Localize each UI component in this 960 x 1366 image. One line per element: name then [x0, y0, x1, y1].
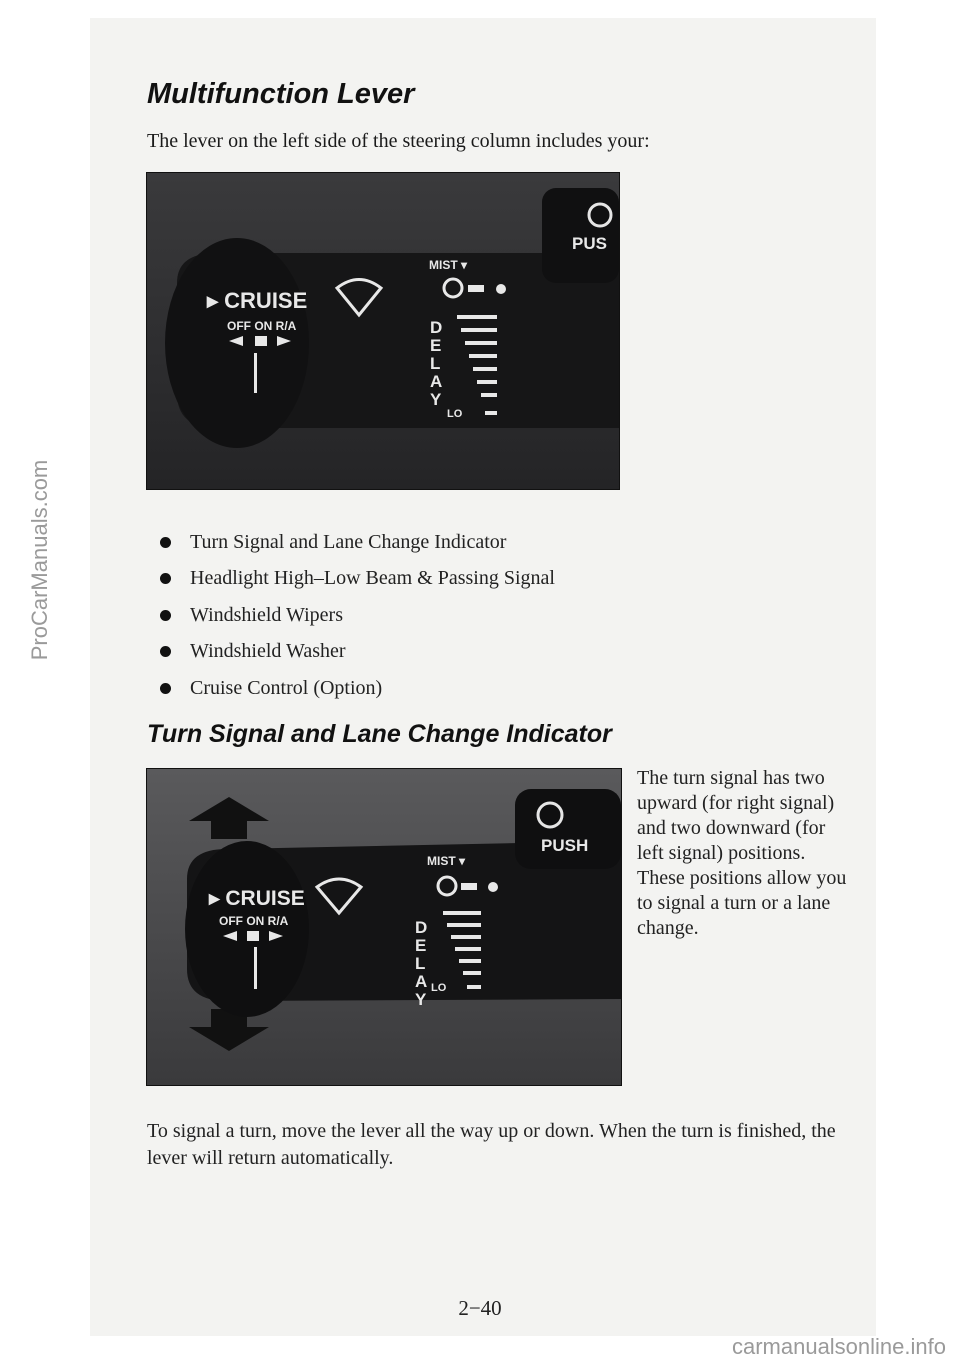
- delay-letter: D: [430, 318, 443, 337]
- cruise-label-1: ▸ CRUISE: [207, 288, 308, 313]
- list-item: [160, 597, 555, 634]
- turn-signal-description: The turn signal has two upward (for right signal) and two downward (for left signal) positions. These positions allow you to signal a turn or a lane change.: [637, 767, 847, 939]
- turn-signal-instructions: To signal a turn, move the lever all the way up or down. When the turn is finished, the lever will return automatically.: [147, 1120, 836, 1169]
- lo-label-1: LO: [447, 408, 463, 420]
- bullet-icon: [160, 537, 171, 548]
- delay-letter: E: [430, 336, 442, 355]
- side-watermark: [0, 459, 60, 661]
- section-title: Multifunction Lever: [147, 78, 415, 110]
- side-watermark-text: ProCarManuals.com: [27, 459, 52, 661]
- delay-letter: L: [415, 954, 426, 973]
- subsection-title: Turn Signal and Lane Change Indicator: [147, 720, 612, 748]
- page-number: 2−40: [458, 1296, 502, 1320]
- bullet-icon: [160, 683, 171, 694]
- cruise-modes-1: OFF ON R/A: [227, 319, 297, 333]
- bullet-icon: [160, 573, 171, 584]
- list-item-text: Cruise Control (Option): [190, 676, 383, 699]
- lo-label-2: LO: [431, 982, 447, 994]
- list-item-text: Turn Signal and Lane Change Indicator: [190, 530, 507, 553]
- list-item-text: Windshield Wipers: [190, 603, 343, 626]
- list-item: [160, 670, 555, 707]
- bullet-icon: [160, 610, 171, 621]
- delay-letter: A: [430, 372, 443, 391]
- push-label-1: PUS: [572, 234, 607, 253]
- mist-label-1: MIST ▾: [429, 258, 468, 272]
- cruise-label-2: ▸ CRUISE: [209, 887, 305, 910]
- delay-letter: L: [430, 354, 441, 373]
- lever-photo-2: [146, 768, 622, 1086]
- list-item: [160, 524, 555, 561]
- section-intro: The lever on the left side of the steering column includes your:: [147, 130, 650, 152]
- cruise-modes-2: OFF ON R/A: [219, 914, 289, 928]
- bottom-watermark: carmanualsonline.info: [731, 1334, 946, 1359]
- list-item: [160, 634, 555, 671]
- delay-letter: Y: [415, 990, 427, 1009]
- delay-letter: D: [415, 918, 428, 937]
- lever-photo-1: [146, 172, 620, 490]
- delay-letter: Y: [430, 390, 442, 409]
- list-item-text: Windshield Washer: [190, 640, 346, 663]
- list-item: [160, 561, 555, 598]
- list-item-text: Headlight High–Low Beam & Passing Signal: [190, 567, 555, 590]
- delay-letter: E: [415, 936, 427, 955]
- mist-label-2: MIST ▾: [427, 854, 466, 868]
- push-label-2: PUSH: [541, 836, 589, 855]
- bullet-icon: [160, 646, 171, 657]
- feature-list: [160, 524, 555, 707]
- delay-letter: A: [415, 972, 428, 991]
